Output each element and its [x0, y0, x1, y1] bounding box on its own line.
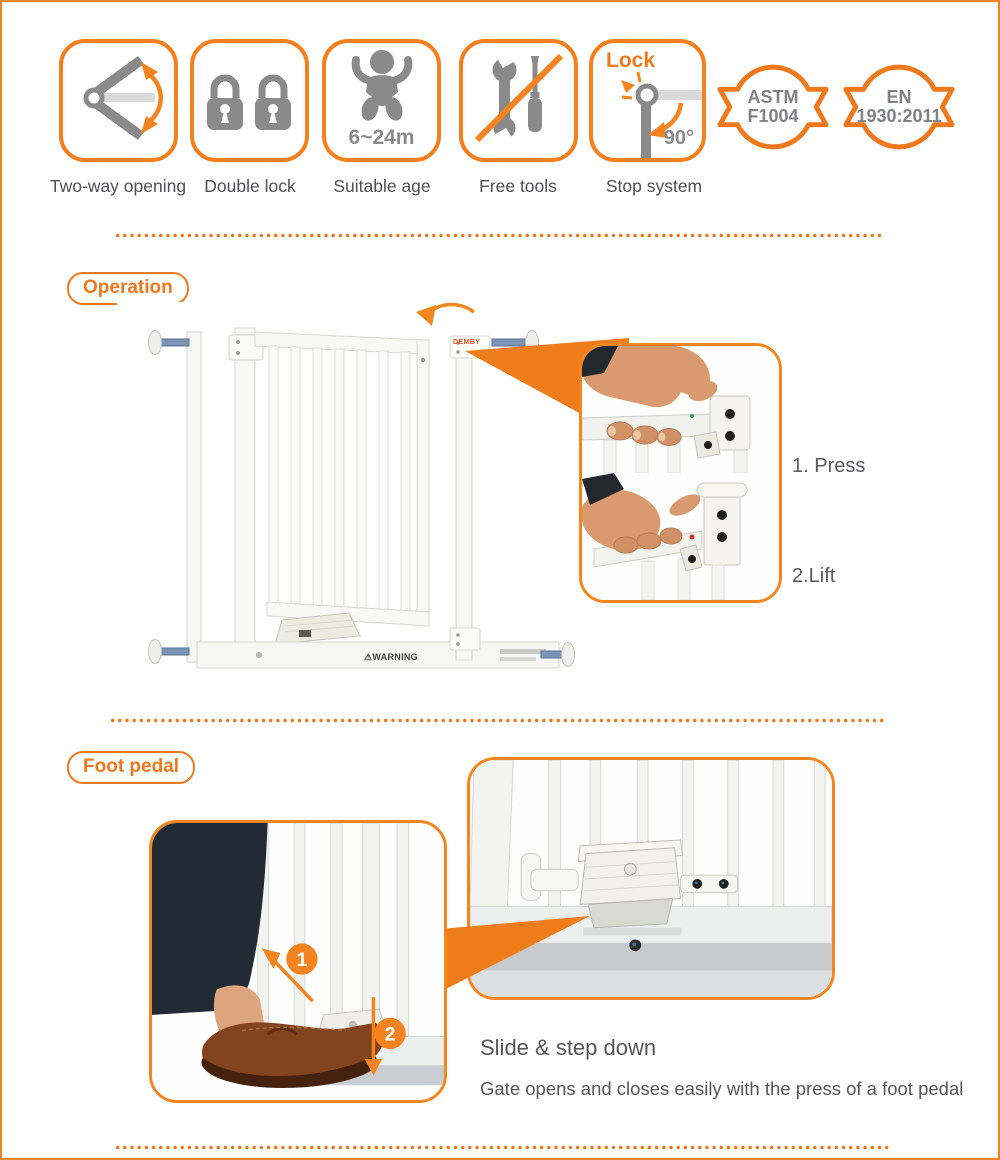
lift-step-label: 2.Lift	[792, 565, 836, 587]
foot-pedal-section-title: Foot pedal	[67, 751, 195, 784]
lock-label: Lock	[606, 49, 656, 72]
gate-warning-label: ⚠WARNING	[364, 652, 418, 662]
dotted-divider-top	[114, 233, 884, 238]
two-way-opening-icon	[69, 48, 169, 148]
latch-instruction-inset	[579, 343, 782, 603]
baby-icon	[332, 48, 432, 122]
astm-line1: ASTM	[747, 86, 799, 107]
lift-step-photo	[582, 473, 779, 600]
step-number-2: 2	[384, 1023, 396, 1046]
press-step-photo	[582, 346, 779, 473]
press-step-label: 1. Press	[792, 455, 866, 477]
en-line1: EN	[886, 86, 912, 107]
double-lock-icon	[200, 48, 300, 148]
feature-box-free-tools	[459, 39, 578, 162]
feature-box-two-way-opening	[59, 39, 178, 162]
feature-label-suitable-age: Suitable age	[333, 176, 431, 196]
age-range-text: 6~24m	[348, 126, 415, 149]
operation-section-title: Operation	[67, 272, 189, 305]
foot-pedal-heading: Slide & step down	[480, 1035, 657, 1060]
feature-label-free-tools: Free tools	[479, 176, 557, 196]
feature-box-stop-system	[589, 39, 706, 162]
pedal-callout-beam-icon	[430, 900, 600, 1000]
en-certification-badge	[840, 59, 958, 155]
feature-label-two-way-opening: Two-way opening	[49, 176, 187, 196]
astm-line2: F1004	[747, 106, 799, 126]
gate-brand-label: DEMBY	[453, 339, 481, 346]
dotted-divider-bottom	[114, 1145, 892, 1150]
astm-certification-badge	[714, 59, 832, 155]
foot-pedal-use-illustration	[152, 823, 444, 1100]
no-tools-icon	[469, 48, 569, 148]
dotted-divider-middle	[109, 718, 884, 723]
en-line2: 1930:2011	[856, 106, 942, 126]
foot-step-photo	[149, 820, 447, 1103]
step-number-1: 1	[296, 948, 308, 971]
foot-pedal-description: Gate opens and closes easily with the press of a foot pedal	[480, 1078, 964, 1099]
feature-box-suitable-age	[322, 39, 441, 162]
feature-label-double-lock: Double lock	[204, 176, 296, 196]
feature-label-stop-system: Stop system	[605, 176, 703, 196]
angle-90-label: 90°	[663, 127, 694, 149]
feature-box-double-lock	[190, 39, 309, 162]
